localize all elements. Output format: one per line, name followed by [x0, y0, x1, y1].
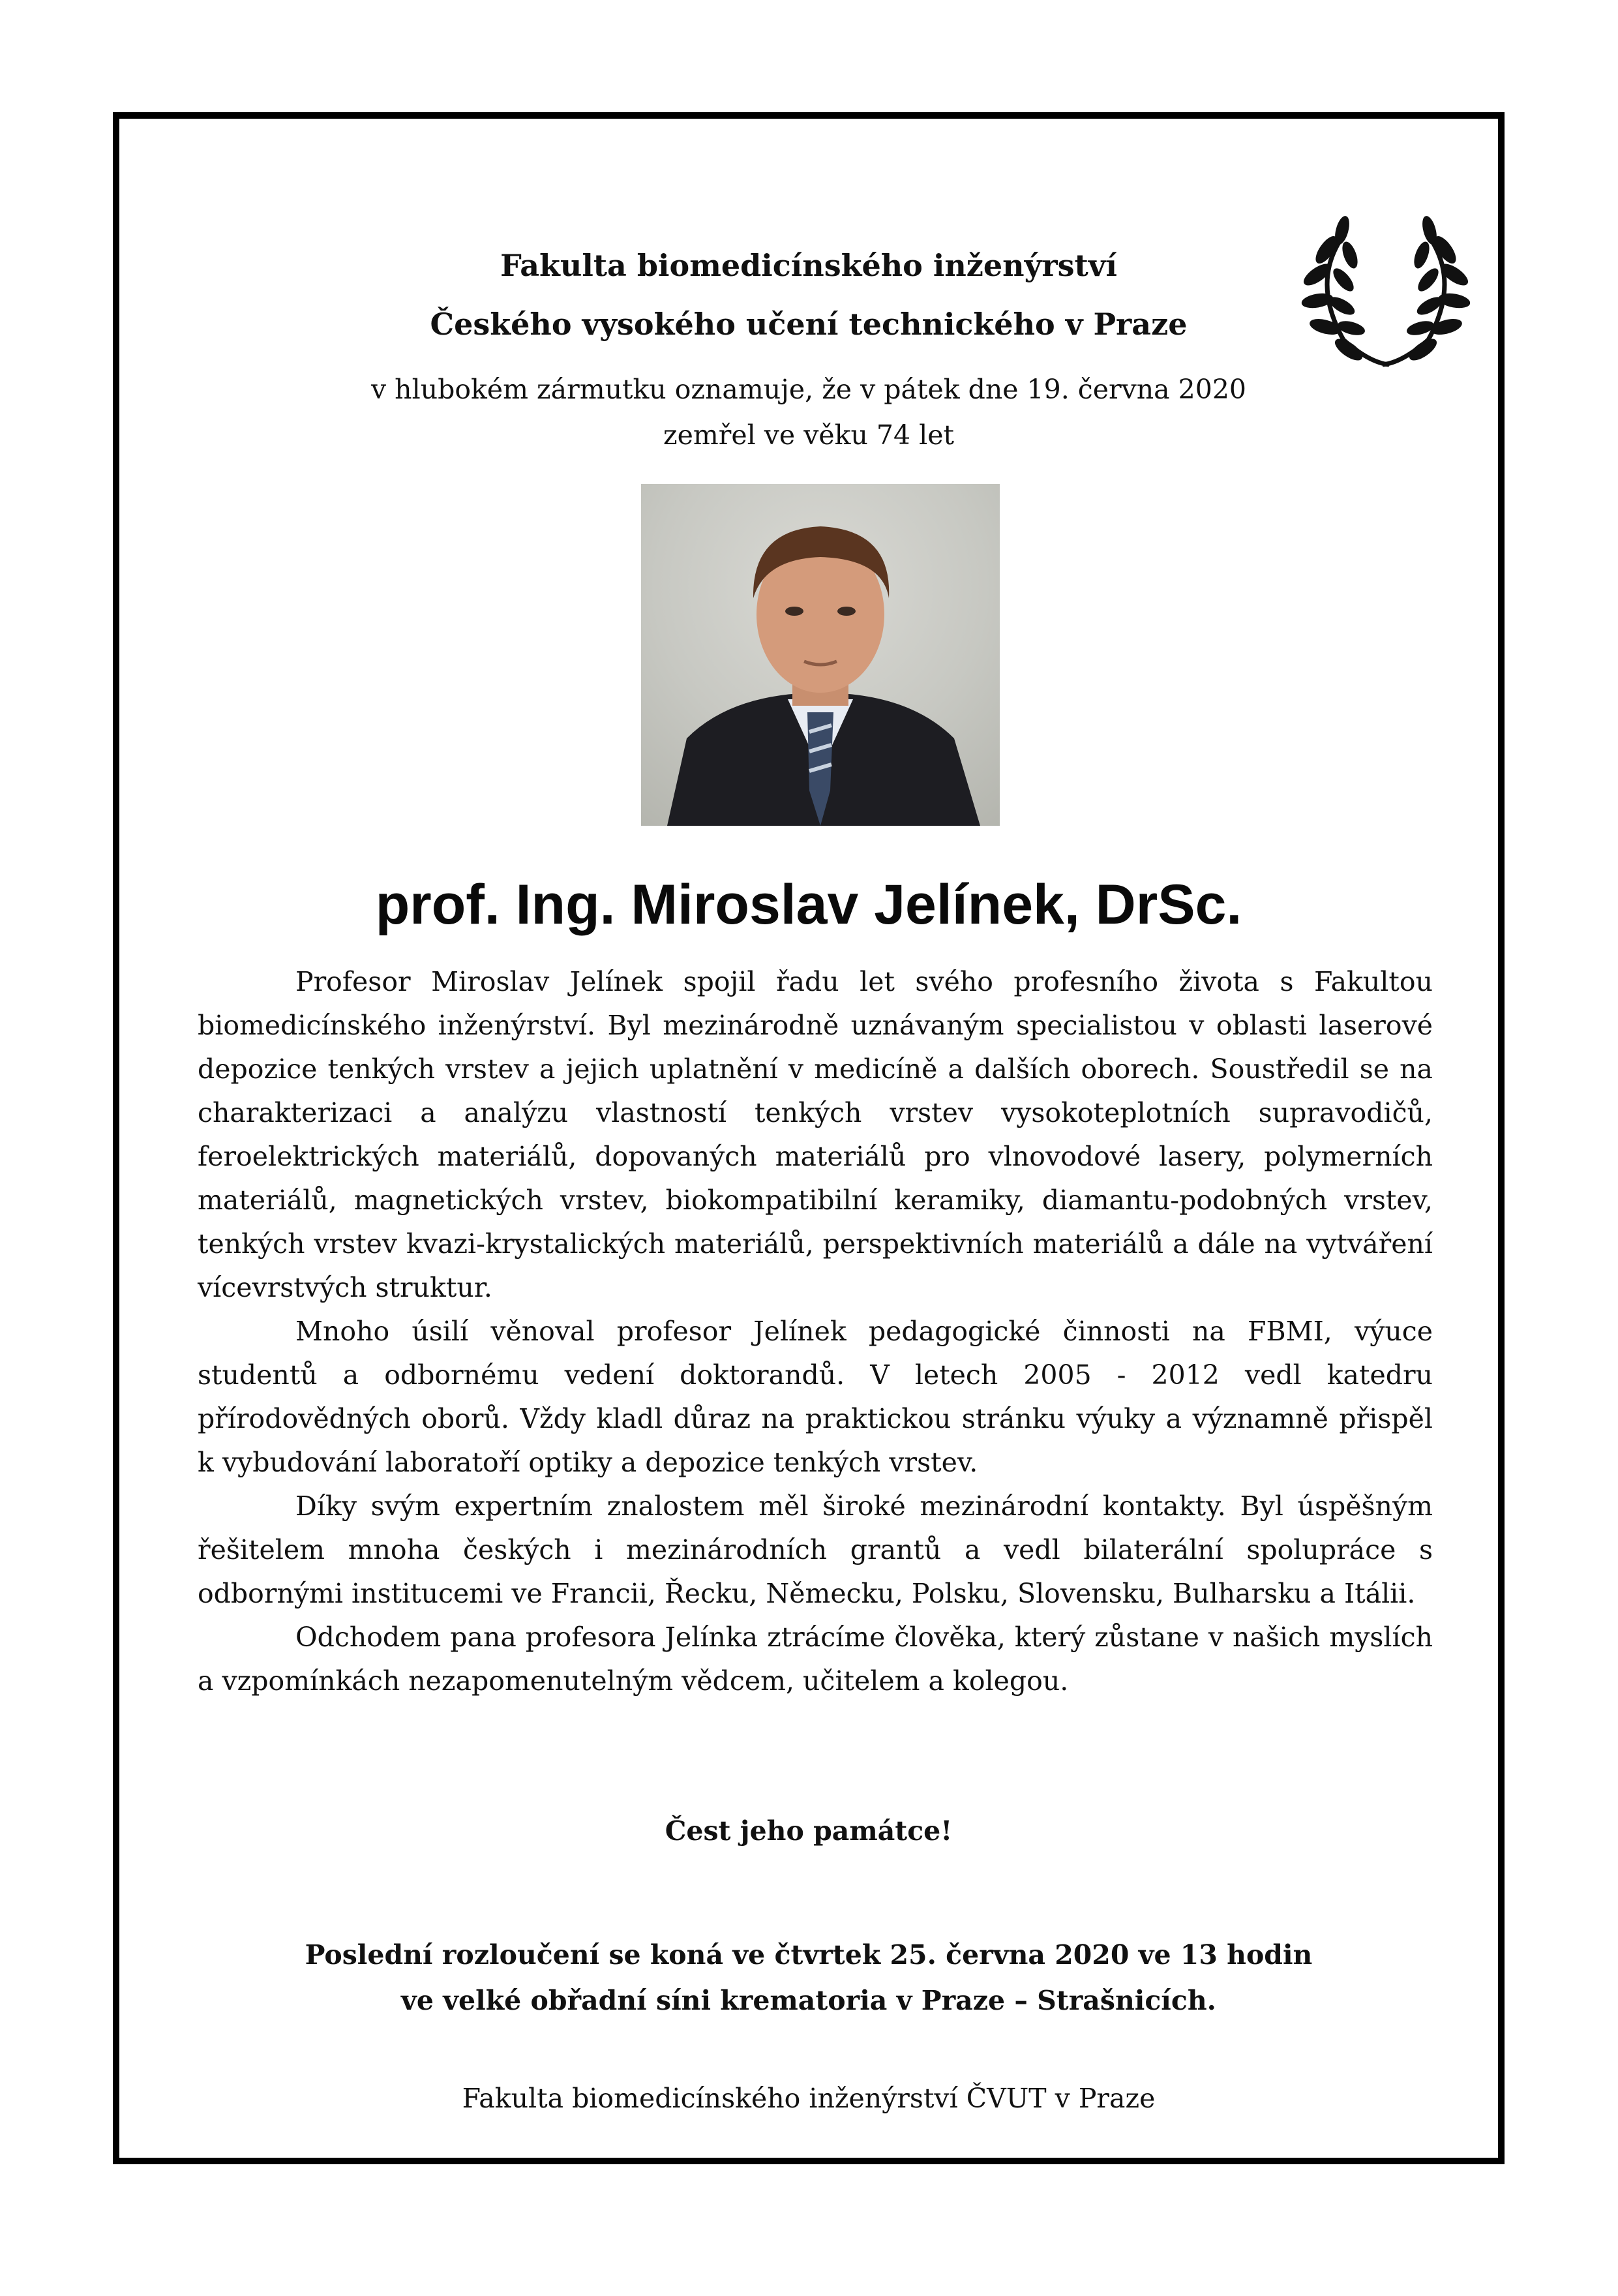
obituary-paragraph: Díky svým expertním znalostem měl široké mezinárodní kontakty. Byl úspěšným řešitelem mnoha českých i mezinárodních grantů a vedl bilaterální spolupráce s odbornými institucemi ve Francii, Řecku, Německu, Polsku, Slovensku, Bulharsku a Itálii.	[198, 1490, 1433, 1609]
funeral-line2: ve velké obřadní síni krematoria v Praze – Strašnicích.	[401, 1985, 1216, 2016]
obituary-paragraph: Profesor Miroslav Jelínek spojil řadu let svého profesního života s Fakultou biomedicínského inženýrství. Byl mezinárodně uznávaným specialistou v oblasti laserové depozice tenkých vrstev a jejich uplatnění v medicíně a dalších oborech. Soustředil se na charakterizaci a analýzu vlastností tenkých vrstev vysokoteplotních supravodičů, feroelektrických materiálů, dopovaných materiálů pro vlnovodové lasery, polymerních materiálů, magnetických vrstev, biokompatibilní keramiky, diamantu-podobných vrstev, tenkých vrstev kvazi-krystalických materiálů, perspektivních materiálů a dále na vytváření vícevrstvých struktur.	[198, 966, 1433, 1303]
obituary-paragraph: Mnoho úsilí věnoval profesor Jelínek pedagogické činnosti na FBMI, výuce studentů a odbornému vedení doktorandů. V letech 2005 - 2012 vedl katedru přírodovědných oborů. Vždy kladl důraz na praktickou stránku výuky a významně přispěl k vybudování laboratoří optiky a depozice tenkých vrstev.	[198, 1316, 1433, 1478]
portrait-illustration	[641, 484, 1000, 826]
obituary-body	[198, 960, 1433, 1703]
deceased-name: prof. Ing. Miroslav Jelínek, DrSc.	[375, 873, 1242, 936]
faculty-header-line1: Fakulta biomedicínského inženýrství	[500, 248, 1117, 283]
intro-line2: zemřel ve věku 74 let	[663, 419, 954, 451]
obituary-paragraph: Odchodem pana profesora Jelínka ztrácíme člověka, který zůstane v našich myslích a vzpomínkách nezapomenutelným vědcem, učitelem a kolegou.	[198, 1622, 1433, 1697]
mourning-border-frame	[113, 112, 1505, 2164]
funeral-line1: Poslední rozloučení se koná ve čtvrtek 25. června 2020 ve 13 hodin	[305, 1939, 1313, 1971]
faculty-header	[119, 236, 1498, 354]
closing-tribute: Čest jeho památce!	[665, 1815, 953, 1847]
portrait-photo	[641, 484, 1000, 826]
faculty-header-line2: Českého vysokého učení technického v Praze	[430, 307, 1188, 342]
funeral-announcement	[119, 1932, 1498, 2023]
announcement-intro	[119, 367, 1498, 458]
signature-line: Fakulta biomedicínského inženýrství ČVUT v Praze	[462, 2083, 1156, 2114]
intro-line1: v hlubokém zármutku oznamuje, že v pátek dne 19. června 2020	[370, 374, 1246, 405]
